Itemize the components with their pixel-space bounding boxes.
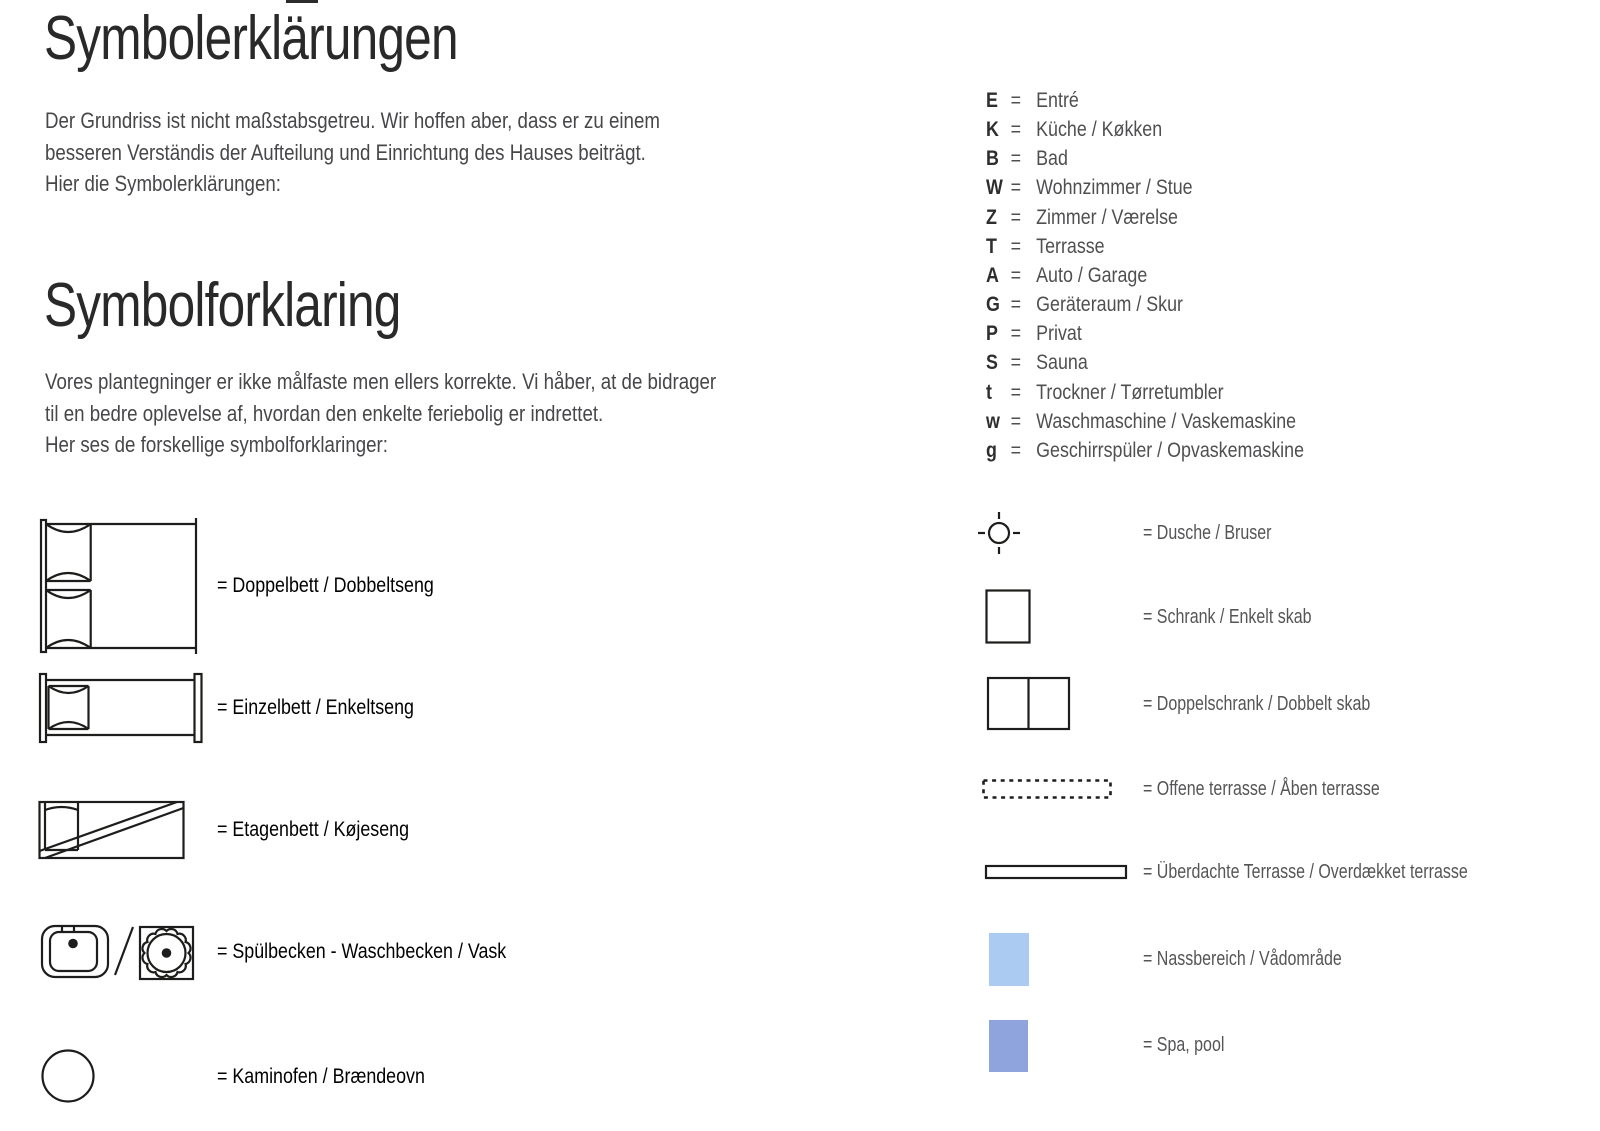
legend-row-label <box>217 695 449 721</box>
code-label: Geräteraum / Skur <box>1036 293 1183 317</box>
code-row-W <box>986 173 1304 202</box>
legend-row-label <box>1143 604 1354 630</box>
page-title-danish <box>44 273 490 339</box>
room-code-list <box>986 86 1360 465</box>
code-row-w <box>986 407 1304 436</box>
code-label: Zimmer / Værelse <box>1036 205 1178 229</box>
code-letter: Z <box>986 205 997 229</box>
single-wardrobe-label: = Schrank / Enkelt skab <box>1143 606 1312 628</box>
code-letter: B <box>986 147 999 171</box>
equals-sign: = <box>1010 234 1022 258</box>
code-letter: A <box>986 263 999 287</box>
intro-german-line3: Hier die Symbolerklärungen: <box>45 171 281 196</box>
code-letter: t <box>986 380 992 404</box>
open-terrace-icon <box>981 778 1113 800</box>
code-label: Entré <box>1036 89 1079 112</box>
code-label: Wohnzimmer / Stue <box>1036 176 1193 200</box>
code-letter: T <box>986 234 997 258</box>
equals-sign: = <box>1010 438 1022 462</box>
double-bed-icon <box>36 512 200 660</box>
shower-label: = Dusche / Bruser <box>1143 522 1272 544</box>
code-row-t <box>986 378 1304 407</box>
equals-sign: = <box>1010 380 1022 404</box>
equals-sign: = <box>1010 205 1022 229</box>
single-bed-label: = Einzelbett / Enkeltseng <box>217 696 414 719</box>
code-label: Geschirrspüler / Opvaskemaskine <box>1036 438 1305 462</box>
code-row-S <box>986 348 1304 377</box>
double-wardrobe-label: = Doppelschrank / Dobbelt skab <box>1143 693 1371 715</box>
equals-sign: = <box>1010 409 1022 433</box>
sink-label: = Spülbecken - Waschbecken / Vask <box>217 940 507 963</box>
code-label: Waschmaschine / Vaskemaskine <box>1036 409 1297 433</box>
code-row-g <box>986 436 1304 465</box>
intro-danish <box>45 366 835 461</box>
code-letter: g <box>986 438 997 462</box>
page-title-german-text: Symbolerklärungen <box>44 4 458 73</box>
legend-row-label <box>1143 520 1304 546</box>
spa-pool-label: = Spa, pool <box>1143 1034 1225 1056</box>
legend-row-label <box>217 1064 462 1090</box>
code-row-A <box>986 261 1304 290</box>
legend-row-label <box>217 817 443 843</box>
intro-danish-line1: Vores plantegninger er ikke målfaste men ellers korrekte. Vi håber, at de bidrager <box>45 369 717 394</box>
shower-icon <box>977 511 1021 555</box>
code-row-K <box>986 115 1304 144</box>
legend-row-label <box>1143 776 1439 802</box>
code-label: Küche / Køkken <box>1036 118 1163 142</box>
code-row-G <box>986 290 1304 319</box>
covered-terrace-icon <box>984 864 1129 881</box>
crop-artifact <box>286 0 318 3</box>
equals-sign: = <box>1010 351 1022 375</box>
legend-row-label <box>1143 691 1427 717</box>
code-letter: P <box>986 322 998 346</box>
legend-row-label <box>217 573 472 599</box>
single-wardrobe-icon <box>985 589 1031 644</box>
code-label: Privat <box>1036 322 1082 346</box>
equals-sign: = <box>1010 89 1022 112</box>
legend-row-label <box>1143 1032 1245 1058</box>
code-label: Auto / Garage <box>1036 263 1148 287</box>
intro-german-line2: besseren Verständis der Aufteilung und Einrichtung des Hauses beiträgt. <box>45 139 646 165</box>
legend-row-label <box>1143 946 1391 972</box>
equals-sign: = <box>1010 176 1022 200</box>
equals-sign: = <box>1010 147 1022 171</box>
code-letter: w <box>986 409 1000 433</box>
double-bed-label: = Doppelbett / Dobbeltseng <box>217 574 434 597</box>
equals-sign: = <box>1010 118 1022 142</box>
intro-danish-line3: Her ses de forskellige symbolforklaringer: <box>45 432 388 457</box>
wet-area-swatch <box>989 933 1029 986</box>
code-letter: E <box>986 89 998 112</box>
code-row-T <box>986 232 1304 261</box>
page-title-german <box>44 6 561 72</box>
intro-danish-line2: til en bedre oplevelse af, hvordan den enkelte feriebolig er indrettet. <box>45 400 604 426</box>
single-bed-icon <box>38 672 204 744</box>
code-letter: W <box>986 176 1003 200</box>
wet-area-label: = Nassbereich / Vådområde <box>1143 948 1342 970</box>
sink-washbasin-icon <box>38 920 198 984</box>
open-terrace-label: = Offene terrasse / Åben terrasse <box>1143 778 1380 800</box>
page-title-danish-text: Symbolforklaring <box>44 271 401 340</box>
equals-sign: = <box>1010 263 1022 287</box>
wood-stove-label: = Kaminofen / Brændeovn <box>217 1065 425 1088</box>
covered-terrace-label: = Überdachte Terrasse / Overdækket terrasse <box>1143 861 1468 883</box>
legend-row-label <box>1143 859 1549 885</box>
intro-german-line1: Der Grundriss ist nicht maßstabsgetreu. Wir hoffen aber, dass er zu einem <box>45 108 660 133</box>
code-row-B <box>986 144 1304 173</box>
bunk-bed-icon <box>38 798 186 862</box>
bunk-bed-label: = Etagenbett / Køjeseng <box>217 818 410 841</box>
code-label: Trockner / Tørretumbler <box>1036 380 1224 404</box>
code-label: Bad <box>1036 147 1068 171</box>
code-row-P <box>986 319 1304 348</box>
code-letter: G <box>986 293 1000 317</box>
code-label: Terrasse <box>1036 234 1105 258</box>
code-letter: K <box>986 118 999 142</box>
spa-pool-swatch <box>989 1020 1028 1072</box>
code-label: Sauna <box>1036 351 1088 375</box>
code-row-Z <box>986 203 1304 232</box>
double-wardrobe-icon <box>986 676 1071 732</box>
intro-german <box>45 105 768 200</box>
code-row-E <box>986 86 1304 115</box>
equals-sign: = <box>1010 293 1022 317</box>
code-letter: S <box>986 351 998 375</box>
legend-row-label <box>217 939 557 965</box>
equals-sign: = <box>1010 322 1022 346</box>
wood-stove-icon <box>40 1048 96 1104</box>
